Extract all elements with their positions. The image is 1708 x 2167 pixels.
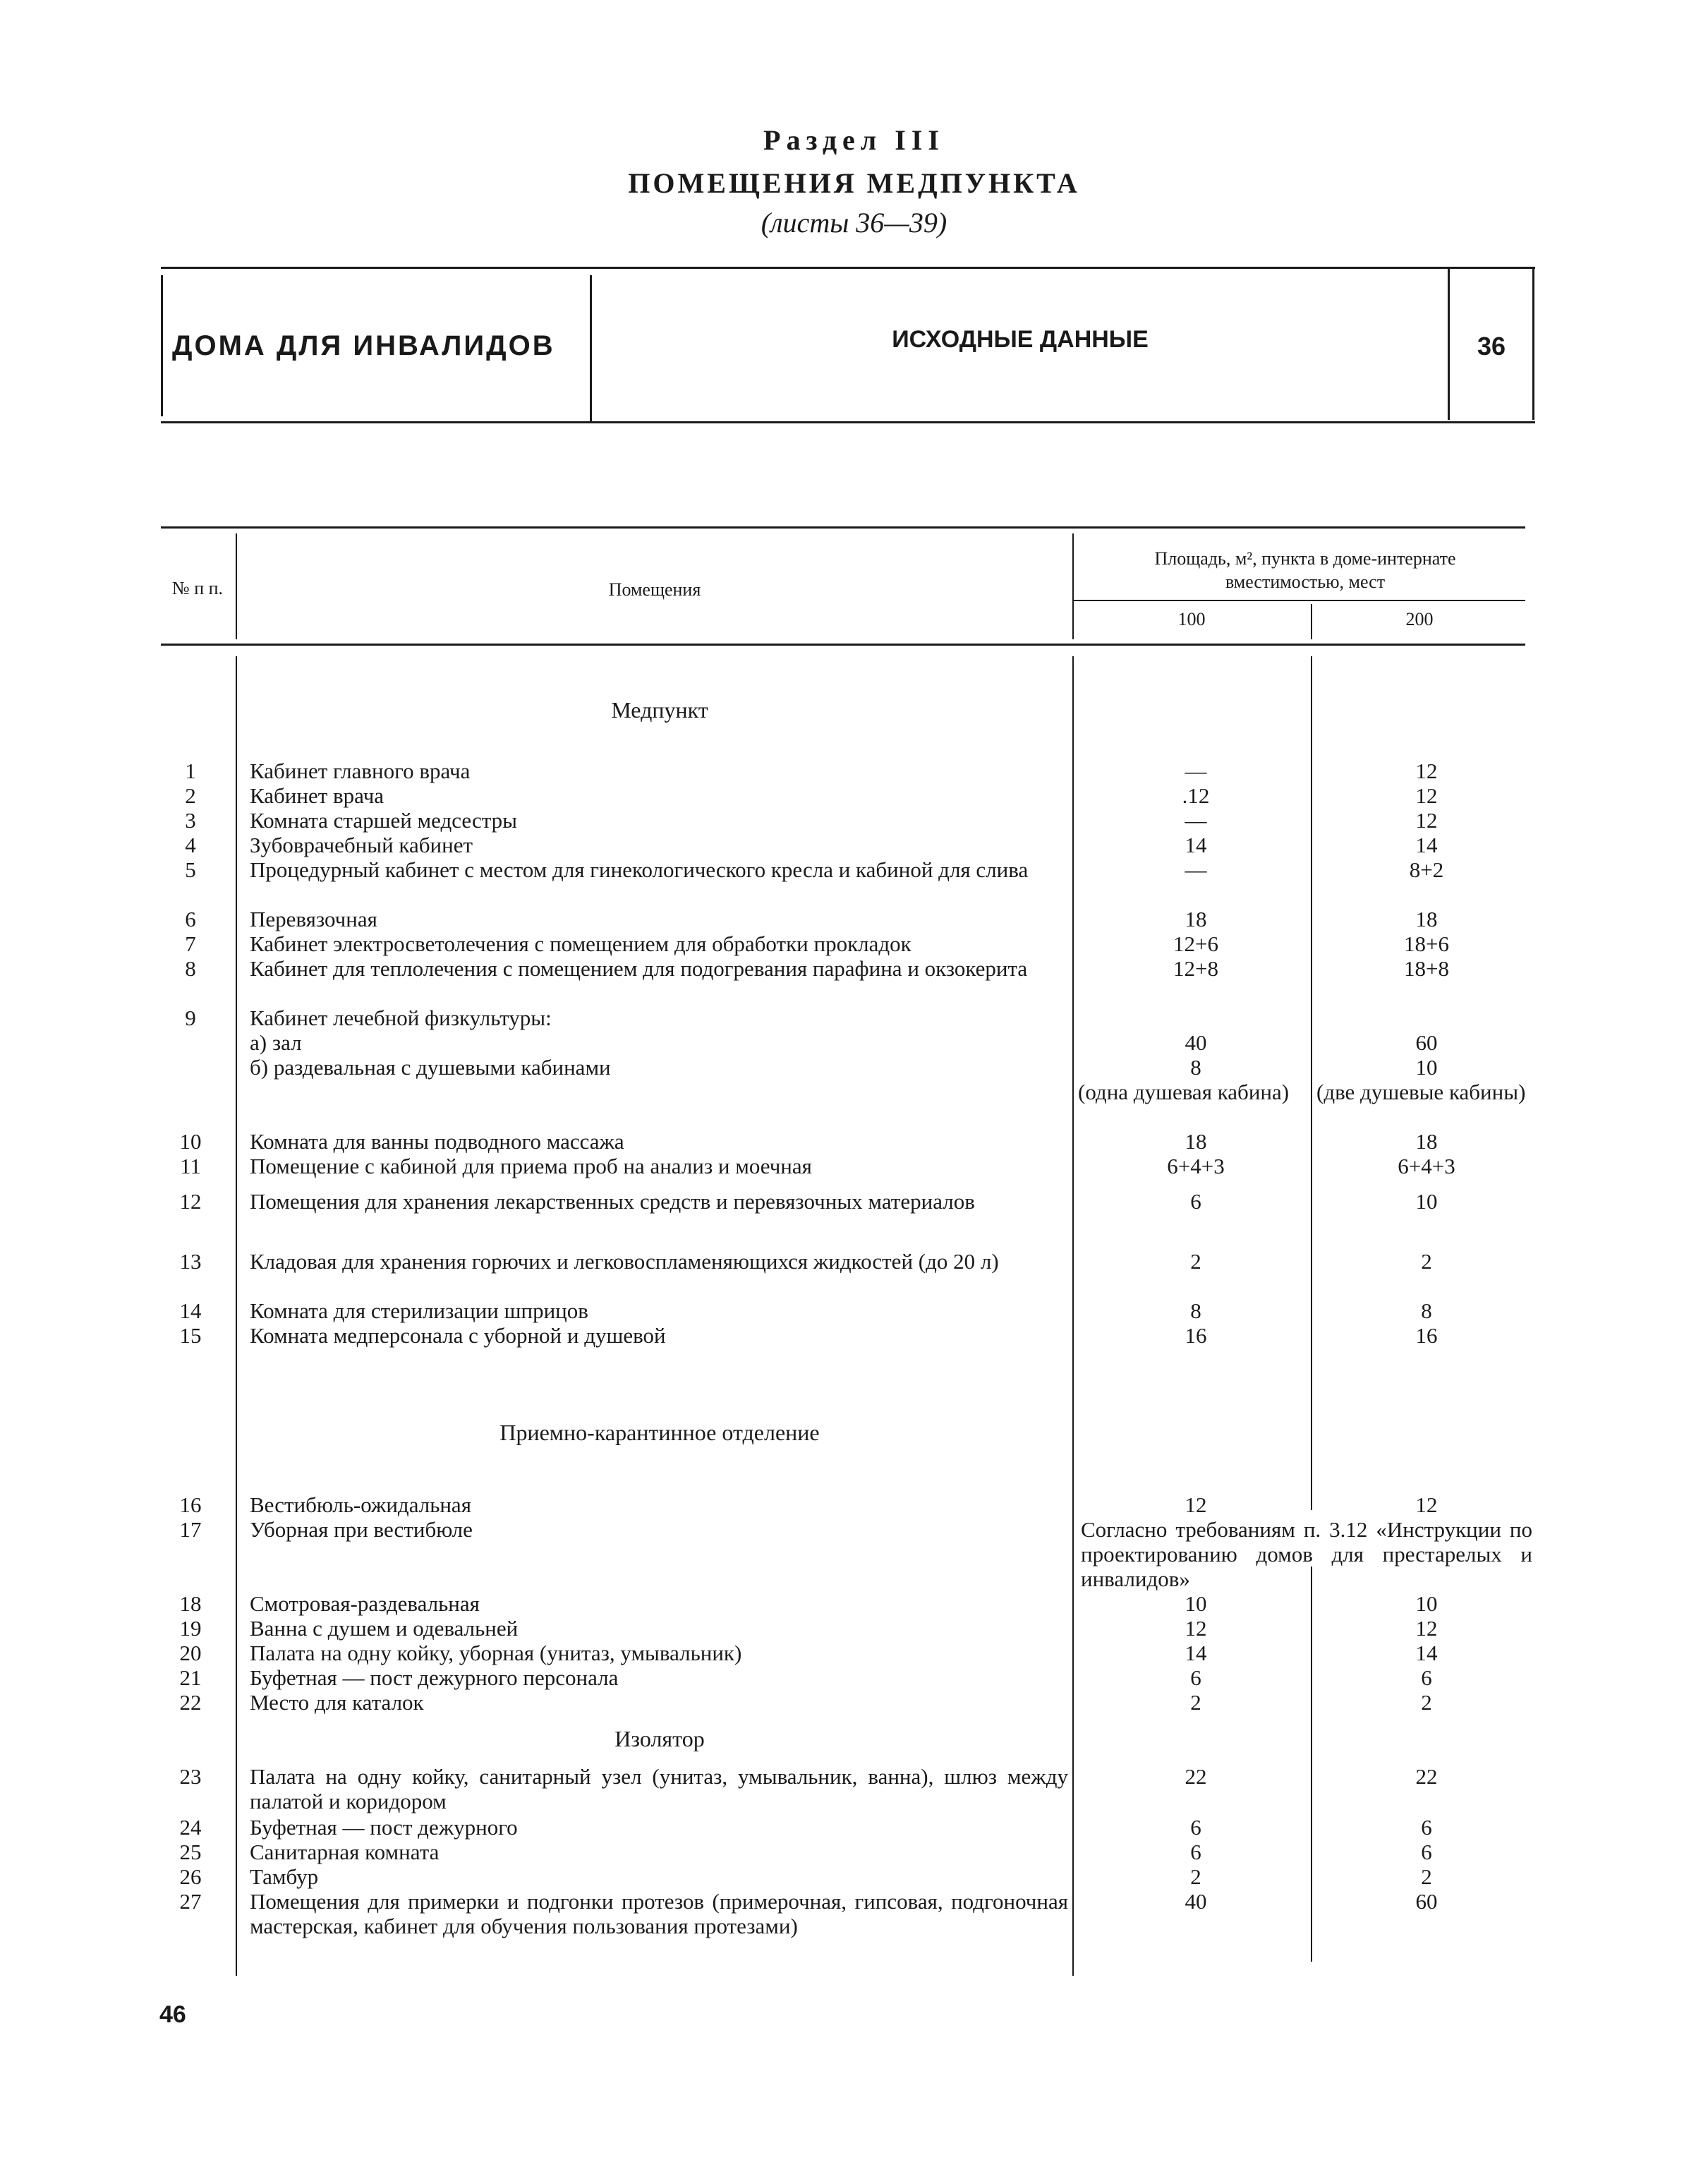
area-200: 6 xyxy=(1421,1840,1432,1864)
room-name: Кабинет для теплолечения с помещением для подогревания парафина и окзокерита xyxy=(250,956,1028,981)
row-number: 19 xyxy=(179,1616,202,1641)
room-name: Палата на одну койку, санитарный узел (унитаз, умывальник, ванна), шлюз между палатой и коридором xyxy=(250,1764,1068,1813)
area-100: 10 xyxy=(1185,1591,1207,1616)
area-100: 40 xyxy=(1185,1889,1207,1914)
table-top-rule xyxy=(161,526,1525,529)
row-number: 22 xyxy=(179,1690,202,1715)
area-100: — xyxy=(1185,808,1207,833)
col-rooms-header: Помещения xyxy=(608,579,701,600)
row-number: 23 xyxy=(179,1764,202,1789)
room-name: Тамбур xyxy=(250,1864,319,1889)
area-200: 10 xyxy=(1415,1055,1438,1080)
area-200: 8 xyxy=(1421,1298,1432,1323)
row-number: 8 xyxy=(185,956,196,981)
column-divider xyxy=(1311,604,1312,639)
subheader-rule xyxy=(1072,600,1525,601)
row-number: 6 xyxy=(185,907,196,931)
room-name: б) раздевальная с душевыми кабинами xyxy=(250,1055,611,1080)
area-100: — xyxy=(1185,857,1207,882)
row-number: 25 xyxy=(179,1840,202,1864)
header-center-title: ИСХОДНЫЕ ДАННЫЕ xyxy=(892,326,1149,353)
row-number: 2 xyxy=(185,783,196,808)
row-number: 20 xyxy=(179,1641,202,1665)
row-number: 14 xyxy=(179,1298,202,1323)
area-200: 2 xyxy=(1421,1690,1432,1715)
room-name: Ванна с душем и одевальней xyxy=(250,1616,519,1641)
area-100: 12+8 xyxy=(1173,956,1218,981)
room-name: а) зал xyxy=(250,1030,302,1055)
row-number: 13 xyxy=(179,1249,202,1274)
area-100: 8 xyxy=(1190,1298,1201,1323)
area-200: 6+4+3 xyxy=(1398,1154,1455,1178)
row-number: 3 xyxy=(185,808,196,833)
row-number: 16 xyxy=(179,1492,202,1517)
header-divider xyxy=(161,275,163,416)
room-name: Процедурный кабинет с местом для гинекологического кресла и кабиной для слива xyxy=(250,857,1029,882)
table-header-rule xyxy=(161,644,1525,646)
area-100: 18 xyxy=(1185,907,1207,931)
row-number: 18 xyxy=(179,1591,202,1616)
area-200: 10 xyxy=(1415,1591,1438,1616)
area-200: 12 xyxy=(1415,1492,1438,1517)
area-200: 18 xyxy=(1415,907,1438,931)
row-number: 21 xyxy=(179,1665,202,1690)
area-100: .12 xyxy=(1182,783,1210,808)
row-number: 5 xyxy=(185,857,196,882)
col-cap-200: 200 xyxy=(1405,609,1434,629)
section-label: Раздел III xyxy=(763,124,945,156)
room-name: Кладовая для хранения горючих и легковоспламеняющихся жидкостей (до 20 л) xyxy=(250,1249,999,1274)
area-200: 6 xyxy=(1421,1815,1432,1840)
room-name: Кабинет врача xyxy=(250,783,384,808)
room-name: Помещения для примерки и подгонки протезов (примерочная, гипсовая, подгоночная мастерская, кабинет для обучения пользования протезами) xyxy=(250,1889,1068,1938)
header-top-rule xyxy=(161,267,1535,269)
body-column-divider xyxy=(236,656,237,1976)
area-100: 18 xyxy=(1185,1129,1207,1154)
row-number: 10 xyxy=(179,1129,202,1154)
room-name: Зубоврачебный кабинет xyxy=(250,833,473,857)
area-100: 40 xyxy=(1185,1030,1207,1055)
area-100: 2 xyxy=(1190,1249,1201,1274)
area-200: 12 xyxy=(1415,808,1438,833)
room-name: Комната медперсонала с уборной и душевой xyxy=(250,1323,666,1348)
area-100: 2 xyxy=(1190,1690,1201,1715)
section-subtitle: (листы 36—39) xyxy=(761,207,947,239)
row-number: 26 xyxy=(179,1864,202,1889)
area-100: 2 xyxy=(1190,1864,1201,1889)
area-100: 14 xyxy=(1185,1641,1207,1665)
room-name: Комната для стерилизации шприцов xyxy=(250,1298,588,1323)
area-100: 14 xyxy=(1185,833,1207,857)
area-200: 2 xyxy=(1421,1249,1432,1274)
row-number: 15 xyxy=(179,1323,202,1348)
area-100: 12 xyxy=(1185,1492,1207,1517)
area-100: 6 xyxy=(1190,1665,1201,1690)
area-200: 2 xyxy=(1421,1864,1432,1889)
area-200: 60 xyxy=(1415,1030,1438,1055)
room-name: Помещения для хранения лекарственных средств и перевязочных материалов xyxy=(250,1189,975,1214)
row-number: 9 xyxy=(185,1006,196,1030)
area-100: 12 xyxy=(1185,1616,1207,1641)
area-100: 6 xyxy=(1190,1815,1201,1840)
area-100: 8 xyxy=(1190,1055,1201,1080)
row-number: 4 xyxy=(185,833,196,857)
area-200: 12 xyxy=(1415,1616,1438,1641)
area-200: 6 xyxy=(1421,1665,1432,1690)
area-100-note: (одна душевая кабина) xyxy=(1078,1080,1290,1104)
area-200-note: (две душевые кабины) xyxy=(1316,1080,1526,1104)
room-name: Помещение с кабиной для приема проб на анализ и моечная xyxy=(250,1154,812,1178)
header-divider xyxy=(1532,268,1534,420)
area-100: 16 xyxy=(1185,1323,1207,1348)
page-number: 46 xyxy=(159,2001,186,2028)
row-17-note: Согласно требованиям п. 3.12 «Инструкции по проектированию домов для престарелых и инвалидов» xyxy=(1081,1517,1532,1591)
area-200: 18+6 xyxy=(1404,931,1449,956)
area-100: 12+6 xyxy=(1173,931,1218,956)
col-num-header: № п п. xyxy=(171,578,224,598)
col-cap-100: 100 xyxy=(1177,609,1206,629)
room-name: Буфетная — пост дежурного персонала xyxy=(250,1665,619,1690)
area-200: 18 xyxy=(1415,1129,1438,1154)
area-100: 6 xyxy=(1190,1189,1201,1214)
room-name: Место для каталок xyxy=(250,1690,424,1715)
col-area-header: Площадь, м², пункта в доме-интернате вместимостью, мест xyxy=(1154,548,1456,592)
row-number: 7 xyxy=(185,931,196,956)
area-200: 12 xyxy=(1415,759,1438,783)
room-name: Комната старшей медсестры xyxy=(250,808,517,833)
header-bottom-rule xyxy=(161,421,1535,423)
area-100: — xyxy=(1185,759,1207,783)
area-100: 6 xyxy=(1190,1840,1201,1864)
row-number: 17 xyxy=(179,1517,202,1542)
area-100: 22 xyxy=(1185,1764,1207,1789)
row-number: 24 xyxy=(179,1815,202,1840)
area-200: 12 xyxy=(1415,783,1438,808)
area-200: 18+8 xyxy=(1404,956,1449,981)
room-name: Кабинет лечебной физкультуры: xyxy=(250,1006,552,1030)
area-200: 8+2 xyxy=(1409,857,1444,882)
column-divider xyxy=(236,533,237,639)
body-column-divider xyxy=(1072,656,1074,1976)
section-heading: Медпункт xyxy=(611,697,708,723)
room-name: Смотровая-раздевальная xyxy=(250,1591,480,1616)
header-divider xyxy=(590,275,592,422)
room-name: Кабинет электросветолечения с помещением для обработки прокладок xyxy=(250,931,911,956)
row-number: 1 xyxy=(185,759,196,783)
section-heading: Изолятор xyxy=(614,1726,705,1751)
row-number: 12 xyxy=(179,1189,202,1214)
area-200: 60 xyxy=(1415,1889,1438,1914)
room-name: Кабинет главного врача xyxy=(250,759,471,783)
room-name: Комната для ванны подводного массажа xyxy=(250,1129,624,1154)
area-200: 16 xyxy=(1415,1323,1438,1348)
section-heading: Приемно-карантинное отделение xyxy=(499,1420,820,1445)
room-name: Палата на одну койку, уборная (унитаз, умывальник) xyxy=(250,1641,742,1665)
room-name: Перевязочная xyxy=(250,907,377,931)
area-200: 22 xyxy=(1415,1764,1438,1789)
column-divider xyxy=(1072,533,1074,639)
row-number: 27 xyxy=(179,1889,202,1914)
area-100: 6+4+3 xyxy=(1167,1154,1225,1178)
room-name: Буфетная — пост дежурного xyxy=(250,1815,518,1840)
room-name: Уборная при вестибюле xyxy=(250,1517,473,1542)
row-number: 11 xyxy=(180,1154,201,1178)
area-200: 14 xyxy=(1415,833,1438,857)
section-title: ПОМЕЩЕНИЯ МЕДПУНКТА xyxy=(628,167,1080,199)
sheet-number: 36 xyxy=(1477,332,1506,361)
header-left-title: ДОМА ДЛЯ ИНВАЛИДОВ xyxy=(172,330,555,361)
header-divider xyxy=(1448,268,1450,420)
room-name: Вестибюль-ожидальная xyxy=(250,1492,471,1517)
area-200: 10 xyxy=(1415,1189,1438,1214)
area-200: 14 xyxy=(1415,1641,1438,1665)
room-name: Санитарная комната xyxy=(250,1840,440,1864)
